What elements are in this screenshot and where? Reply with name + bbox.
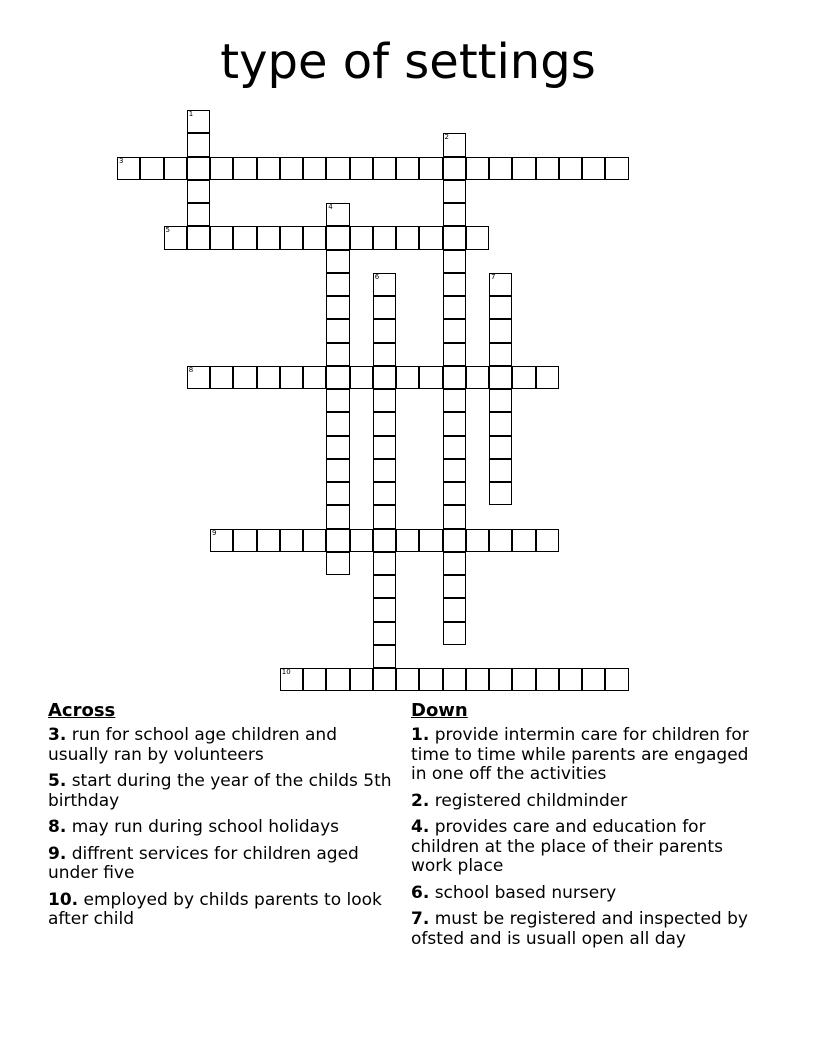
cell-number: 5: [165, 226, 170, 235]
across-clue: [48, 726, 398, 765]
grid-cell[interactable]: [257, 157, 280, 180]
grid-cell[interactable]: [443, 436, 466, 459]
clue-number: 6.: [411, 882, 430, 903]
grid-cell[interactable]: [489, 366, 512, 389]
grid-cell[interactable]: [443, 575, 466, 598]
grid-cell[interactable]: [373, 622, 396, 645]
grid-cell[interactable]: [326, 482, 349, 505]
grid-cell[interactable]: [164, 157, 187, 180]
grid-cell[interactable]: [187, 180, 210, 203]
grid-cell[interactable]: [373, 482, 396, 505]
across-clue: [48, 818, 398, 838]
grid-cell[interactable]: [466, 366, 489, 389]
grid-cell[interactable]: [373, 412, 396, 435]
down-heading: Down: [411, 700, 468, 721]
grid-cell[interactable]: [536, 668, 559, 691]
down-clue: [411, 884, 761, 904]
across-clue: [48, 772, 398, 811]
grid-cell[interactable]: [373, 529, 396, 552]
grid-cell[interactable]: [257, 226, 280, 249]
grid-cell[interactable]: [187, 366, 210, 389]
grid-cell[interactable]: [512, 668, 535, 691]
cell-number: 6: [374, 272, 380, 281]
grid-cell[interactable]: [396, 157, 419, 180]
down-clues: [411, 700, 761, 956]
grid-cell[interactable]: [280, 366, 303, 389]
grid-cell[interactable]: [443, 296, 466, 319]
grid-cell[interactable]: [489, 157, 512, 180]
grid-cell[interactable]: [419, 226, 442, 249]
grid-cell[interactable]: [350, 529, 373, 552]
grid-cell[interactable]: [443, 180, 466, 203]
grid-cell[interactable]: [373, 459, 396, 482]
grid-cell[interactable]: [443, 343, 466, 366]
cell-number: 9: [212, 528, 217, 537]
grid-cell[interactable]: [396, 668, 419, 691]
grid-cell[interactable]: [443, 226, 466, 249]
grid-cell[interactable]: [233, 366, 256, 389]
clue-text: diffrent services for children aged under five: [48, 843, 359, 883]
grid-cell[interactable]: [350, 157, 373, 180]
grid-cell[interactable]: [373, 343, 396, 366]
grid-cell[interactable]: [443, 505, 466, 528]
grid-cell[interactable]: [396, 226, 419, 249]
clue-number: 3.: [48, 725, 67, 745]
grid-cell[interactable]: [443, 598, 466, 621]
grid-cell[interactable]: [326, 343, 349, 366]
grid-cell[interactable]: [257, 529, 280, 552]
grid-cell[interactable]: [419, 529, 442, 552]
clue-number: 8.: [48, 817, 67, 837]
clue-number: 7.: [411, 909, 430, 929]
grid-cell[interactable]: [373, 366, 396, 389]
cell-number: 7: [491, 272, 496, 281]
grid-cell[interactable]: [489, 459, 512, 482]
grid-cell[interactable]: [489, 412, 512, 435]
grid-cell[interactable]: [303, 529, 326, 552]
clue-text: provides care and education for children at the place of their parents work place: [411, 817, 723, 876]
grid-cell[interactable]: [582, 668, 605, 691]
grid-cell[interactable]: [350, 226, 373, 249]
grid-cell[interactable]: [303, 668, 326, 691]
grid-cell[interactable]: [512, 529, 535, 552]
clue-text: run for school age children and usually ran by volunteers: [48, 725, 337, 765]
grid-cell[interactable]: [326, 505, 349, 528]
down-clue: [411, 818, 761, 877]
grid-cell[interactable]: [280, 529, 303, 552]
grid-cell[interactable]: [512, 157, 535, 180]
grid-cell[interactable]: [350, 366, 373, 389]
clue-number: 10.: [48, 889, 79, 910]
clue-text: registered childminder: [434, 790, 628, 811]
grid-cell[interactable]: [373, 645, 396, 668]
grid-cell[interactable]: [373, 319, 396, 342]
grid-cell[interactable]: [303, 366, 326, 389]
grid-cell[interactable]: [233, 226, 256, 249]
clue-number: 9.: [48, 843, 67, 864]
across-clues: [48, 700, 398, 937]
grid-cell[interactable]: [326, 529, 349, 552]
clue-number: 2.: [411, 790, 430, 811]
grid-cell[interactable]: [489, 343, 512, 366]
grid-cell[interactable]: [443, 552, 466, 575]
grid-cell[interactable]: [489, 529, 512, 552]
grid-cell[interactable]: [605, 668, 628, 691]
grid-cell[interactable]: [373, 552, 396, 575]
grid-cell[interactable]: [326, 552, 349, 575]
grid-cell[interactable]: [373, 157, 396, 180]
grid-cell[interactable]: [326, 412, 349, 435]
grid-cell[interactable]: [443, 133, 466, 156]
cell-number: 4: [328, 203, 333, 211]
grid-cell[interactable]: [303, 157, 326, 180]
grid-cell[interactable]: [443, 366, 466, 389]
clue-text: start during the year of the childs 5th birthday: [48, 771, 392, 811]
clue-text: may run during school holidays: [71, 817, 339, 837]
clue-text: school based nursery: [434, 882, 617, 903]
grid-cell[interactable]: [326, 203, 349, 226]
grid-cell[interactable]: [373, 436, 396, 459]
cell-number: 10: [281, 668, 291, 676]
grid-cell[interactable]: [326, 459, 349, 482]
grid-cell[interactable]: [280, 157, 303, 180]
clue-text: must be registered and inspected by ofsted and is usuall open all day: [411, 909, 748, 949]
grid-cell[interactable]: [559, 668, 582, 691]
grid-cell[interactable]: [489, 436, 512, 459]
grid-cell[interactable]: [466, 668, 489, 691]
grid-cell[interactable]: [140, 157, 163, 180]
grid-cell[interactable]: [373, 598, 396, 621]
grid-cell[interactable]: [489, 296, 512, 319]
grid-cell[interactable]: [373, 668, 396, 691]
clue-text: employed by childs parents to look after child: [48, 889, 382, 929]
grid-cell[interactable]: [233, 529, 256, 552]
grid-cell[interactable]: [489, 389, 512, 412]
grid-cell[interactable]: [280, 226, 303, 249]
grid-cell[interactable]: [443, 389, 466, 412]
grid-cell[interactable]: [536, 529, 559, 552]
grid-cell[interactable]: [326, 319, 349, 342]
grid-cell[interactable]: [326, 296, 349, 319]
grid-cell[interactable]: [443, 412, 466, 435]
down-clue: [411, 910, 761, 949]
grid-cell[interactable]: [536, 157, 559, 180]
grid-cell[interactable]: [489, 319, 512, 342]
grid-cell[interactable]: [419, 157, 442, 180]
grid-cell[interactable]: [187, 226, 210, 249]
grid-cell[interactable]: [373, 389, 396, 412]
across-heading: Across: [48, 700, 116, 721]
grid-cell[interactable]: [187, 157, 210, 180]
grid-cell[interactable]: [466, 226, 489, 249]
down-clue: [411, 726, 761, 785]
grid-cell[interactable]: [443, 622, 466, 645]
grid-cell[interactable]: [443, 273, 466, 296]
grid-cell[interactable]: [257, 366, 280, 389]
down-clue: [411, 792, 761, 812]
grid-cell[interactable]: [489, 273, 512, 296]
grid-cell[interactable]: [210, 226, 233, 249]
grid-cell[interactable]: [559, 157, 582, 180]
grid-cell[interactable]: [419, 366, 442, 389]
grid-cell[interactable]: [187, 133, 210, 156]
clue-number: 1.: [411, 725, 430, 745]
grid-cell[interactable]: [326, 250, 349, 273]
grid-cell[interactable]: [303, 226, 326, 249]
grid-cell[interactable]: [187, 203, 210, 226]
grid-cell[interactable]: [187, 110, 210, 133]
grid-cell[interactable]: [443, 482, 466, 505]
grid-cell[interactable]: [373, 226, 396, 249]
grid-cell[interactable]: [210, 157, 233, 180]
grid-cell[interactable]: [117, 157, 140, 180]
grid-cell[interactable]: [326, 226, 349, 249]
across-clue: [48, 845, 398, 884]
grid-cell[interactable]: [512, 366, 535, 389]
puzzle-title: type of settings: [220, 34, 596, 90]
grid-cell[interactable]: [326, 273, 349, 296]
grid-cell[interactable]: [210, 366, 233, 389]
grid-cell[interactable]: [210, 529, 233, 552]
cell-number: 2: [444, 133, 449, 142]
grid-cell[interactable]: [373, 505, 396, 528]
grid-cell[interactable]: [396, 366, 419, 389]
clue-text: provide intermin care for children for time to time while parents are engaged in one off the activities: [411, 725, 749, 784]
grid-cell[interactable]: [326, 389, 349, 412]
grid-cell[interactable]: [164, 226, 187, 249]
grid-cell[interactable]: [373, 296, 396, 319]
grid-cell[interactable]: [280, 668, 303, 691]
grid-cell[interactable]: [443, 459, 466, 482]
grid-cell[interactable]: [373, 575, 396, 598]
grid-cell[interactable]: [466, 529, 489, 552]
grid-cell[interactable]: [443, 203, 466, 226]
grid-cell[interactable]: [582, 157, 605, 180]
grid-cell[interactable]: [443, 157, 466, 180]
across-clue: [48, 891, 398, 930]
grid-cell[interactable]: [605, 157, 628, 180]
grid-cell[interactable]: [443, 319, 466, 342]
cell-number: 8: [188, 365, 194, 374]
grid-cell[interactable]: [489, 482, 512, 505]
grid-cell[interactable]: [443, 250, 466, 273]
grid-cell[interactable]: [536, 366, 559, 389]
grid-cell[interactable]: [489, 668, 512, 691]
cell-number: 3: [119, 156, 124, 165]
grid-cell[interactable]: [326, 157, 349, 180]
grid-cell[interactable]: [326, 668, 349, 691]
grid-cell[interactable]: [443, 529, 466, 552]
grid-cell[interactable]: [326, 436, 349, 459]
grid-cell[interactable]: [466, 157, 489, 180]
grid-cell[interactable]: [443, 668, 466, 691]
clue-number: 4.: [411, 817, 430, 837]
grid-cell[interactable]: [419, 668, 442, 691]
grid-cell[interactable]: [233, 157, 256, 180]
clue-number: 5.: [48, 771, 67, 791]
cell-number: 1: [188, 110, 194, 118]
grid-cell[interactable]: [350, 668, 373, 691]
grid-cell[interactable]: [373, 273, 396, 296]
grid-cell[interactable]: [326, 366, 349, 389]
grid-cell[interactable]: [396, 529, 419, 552]
